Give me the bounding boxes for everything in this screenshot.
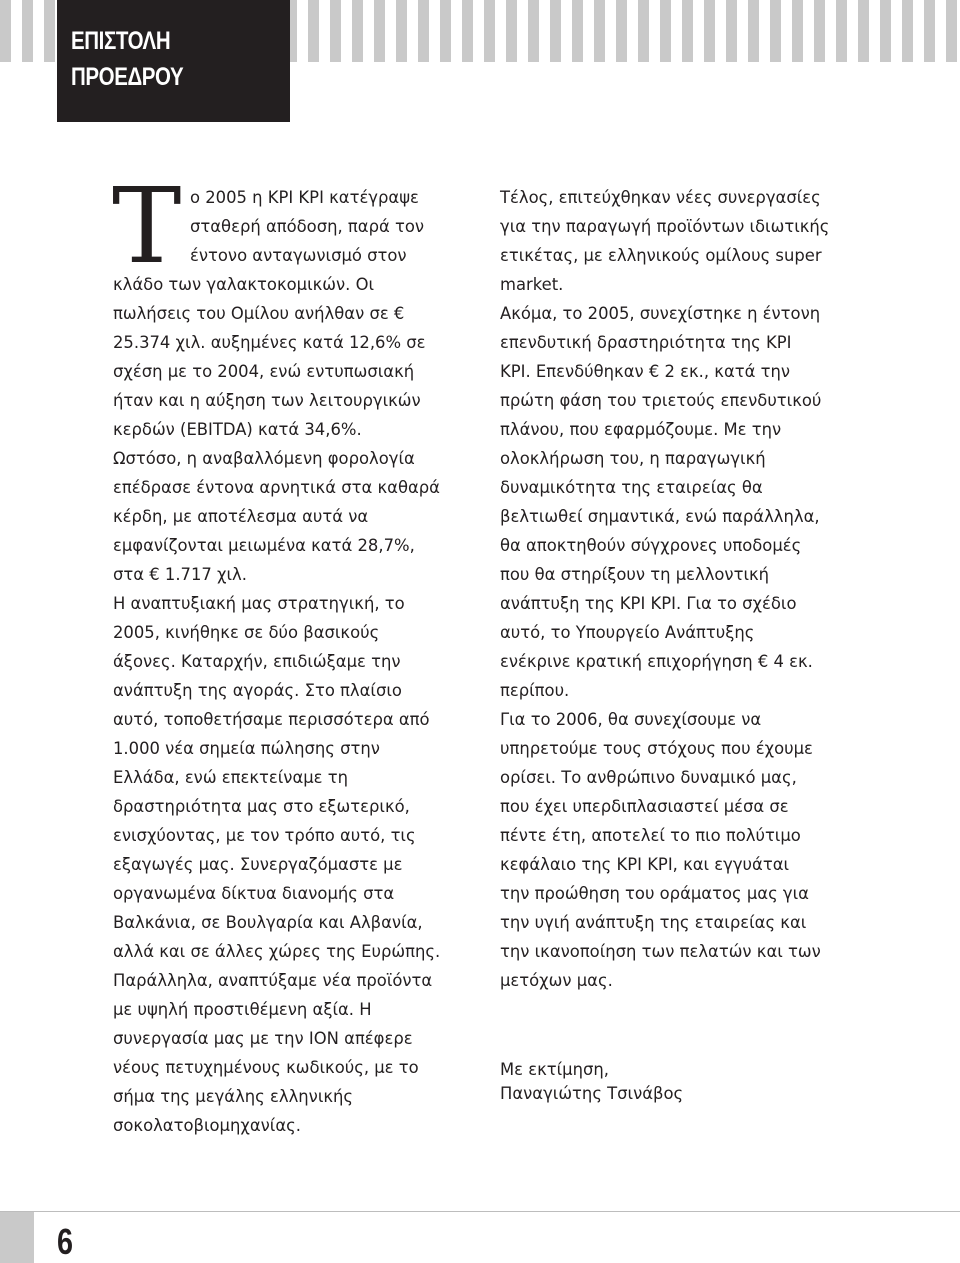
text-line: πωλήσεις του Ομίλου ανήλθαν σε € [113, 304, 405, 323]
text-line: market. [500, 275, 564, 294]
drop-cap: Τ [112, 165, 182, 287]
text-line: σχέση με το 2004, ενώ εντυπωσιακή [113, 362, 415, 381]
text-line: την ικανοποίηση των πελατών και των [500, 942, 821, 961]
text-line: ήταν και η αύξηση των λειτουργικών [113, 391, 421, 410]
text-line: KPI. Επενδύθηκαν € 2 εκ., κατά την [500, 362, 791, 381]
text-line: άξονες. Καταρχήν, επιδιώξαμε την [113, 652, 401, 671]
signature-name: Παναγιώτης Τσινάβος [500, 1084, 684, 1103]
text-line: θα αποκτηθούν σύγχρονες υποδομές [500, 536, 802, 555]
text-line: Για το 2006, θα συνεχίσουμε να [500, 710, 762, 729]
text-line: ολοκλήρωση του, η παραγωγική [500, 449, 766, 468]
text-line: περίπου. [500, 681, 570, 700]
text-line: την υγιή ανάπτυξη της εταιρείας και [500, 913, 807, 932]
section-title-line-1: ΕΠΙΣΤΟΛΗ [71, 27, 171, 55]
text-line: Ωστόσο, η αναβαλλόμενη φορολογία [113, 449, 415, 468]
page-number: 6 [57, 1221, 74, 1262]
text-line: συνεργασία μας με την ΙΟΝ απέφερε [113, 1029, 413, 1048]
text-line: κλάδο των γαλακτοκομικών. Οι [113, 275, 375, 294]
text-line: αυτό, τοποθετήσαμε περισσότερα από [113, 710, 430, 729]
text-line: επέδρασε έντονα αρνητικά στα καθαρά [113, 478, 440, 497]
text-line: βελτιωθεί σημαντικά, ενώ παράλληλα, [500, 507, 820, 526]
text-line: πρώτη φάση του τριετούς επενδυτικού [500, 391, 822, 410]
text-line: Τέλος, επιτεύχθηκαν νέες συνεργασίες [500, 188, 821, 207]
text-line: ενέκρινε κρατική επιχορήγηση € 4 εκ. [500, 652, 813, 671]
text-line: έντονο ανταγωνισμό στον [190, 246, 407, 265]
text-line: Βαλκάνια, σε Βουλγαρία και Αλβανία, [113, 913, 423, 932]
text-line: δραστηριότητα μας στο εξωτερικό, [113, 797, 410, 816]
text-line: ενισχύοντας, με τον τρόπο αυτό, τις [113, 826, 416, 845]
text-line: κέρδη, με αποτέλεσμα αυτά να [113, 507, 369, 526]
text-line: κερδών (EBITDA) κατά 34,6%. [113, 420, 362, 439]
text-line: 25.374 χιλ. αυξημένες κατά 12,6% σε [113, 333, 426, 352]
footer-tab [0, 1212, 34, 1263]
text-line: κεφάλαιο της KPI KPI, και εγγυάται [500, 855, 790, 874]
text-line: οργανωμένα δίκτυα διανομής στα [113, 884, 395, 903]
text-line: την προώθηση του οράματος μας για [500, 884, 809, 903]
text-line: πέντε έτη, αποτελεί το πιο πολύτιμο [500, 826, 801, 845]
text-line: Η αναπτυξιακή μας στρατηγική, το [113, 594, 405, 613]
text-line: 1.000 νέα σημεία πώλησης στην [113, 739, 380, 758]
section-title-box [57, 0, 290, 122]
text-line: αλλά και σε άλλες χώρες της Ευρώπης. [113, 942, 441, 961]
text-line: Ελλάδα, ενώ επεκτείναμε τη [113, 768, 348, 787]
text-line: σταθερή απόδοση, παρά τον [190, 217, 425, 236]
text-line: εμφανίζονται μειωμένα κατά 28,7%, [113, 536, 415, 555]
footer-divider [0, 1211, 960, 1212]
signature-block [500, 1058, 683, 1106]
text-line: ετικέτας, με ελληνικούς ομίλους super [500, 246, 822, 265]
text-line: στα € 1.717 χιλ. [113, 565, 247, 584]
text-line: που θα στηρίξουν τη μελλοντική [500, 565, 770, 584]
text-line: σοκολατοβιομηχανίας. [113, 1116, 301, 1135]
text-line: σήμα της μεγάλης ελληνικής [113, 1087, 354, 1106]
signature-closing: Με εκτίμηση, [500, 1060, 609, 1079]
text-line: ανάπτυξη της KPI KPI. Για το σχέδιο [500, 594, 797, 613]
left-column [113, 183, 440, 1140]
text-line: νέους πετυχημένους κωδικούς, με το [113, 1058, 419, 1077]
text-line: ο 2005 η KPI KPI κατέγραψε [190, 188, 419, 207]
text-line: με υψηλή προστιθέμενη αξία. Η [113, 1000, 372, 1019]
text-line: εξαγωγές μας. Συνεργαζόμαστε με [113, 855, 403, 874]
text-line: αυτό, το Υπουργείο Ανάπτυξης [500, 623, 755, 642]
right-column [500, 183, 829, 995]
text-line: δυναμικότητα της εταιρείας θα [500, 478, 763, 497]
text-line: Παράλληλα, αναπτύξαμε νέα προϊόντα [113, 971, 433, 990]
text-line: ανάπτυξη της αγοράς. Στο πλαίσιο [113, 681, 402, 700]
text-line: πλάνου, που εφαρμόζουμε. Με την [500, 420, 782, 439]
text-line: μετόχων μας. [500, 971, 613, 990]
text-line: που έχει υπερδιπλασιαστεί μέσα σε [500, 797, 789, 816]
text-line: Ακόμα, το 2005, συνεχίστηκε η έντονη [500, 304, 821, 323]
text-line: ορίσει. Το ανθρώπινο δυναμικό μας, [500, 768, 797, 787]
text-line: 2005, κινήθηκε σε δύο βασικούς [113, 623, 380, 642]
text-line: υπηρετούμε τους στόχους που έχουμε [500, 739, 813, 758]
section-title-line-2: ΠΡΟΕΔΡΟΥ [71, 63, 184, 91]
text-line: για την παραγωγή προϊόντων ιδιωτικής [500, 217, 830, 236]
text-line: επενδυτική δραστηριότητα της KPI [500, 333, 792, 352]
